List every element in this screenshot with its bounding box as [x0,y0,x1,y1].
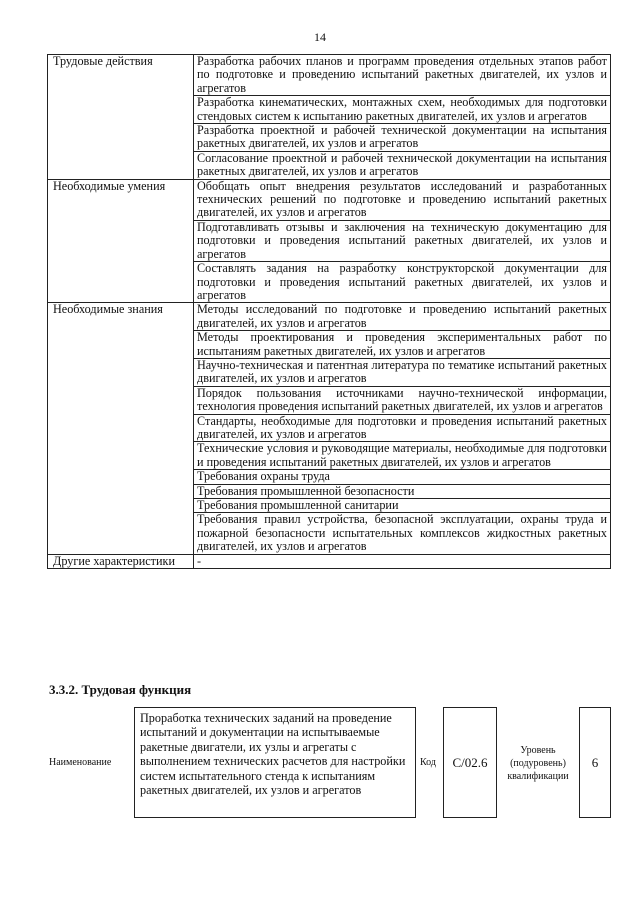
table-row [48,303,611,331]
table-cell: Стандарты, необходимые для подготовки и проведения испытаний ракетных двигателей, их узлов и агрегатов [194,414,611,442]
table-cell: Методы исследований по подготовке и проведению испытаний ракетных двигателей, их узлов и агрегатов [194,303,611,331]
qualification-level-value: 6 [591,754,599,770]
table-cell: Порядок пользования источниками научно-технической информации, технология проведения испытаний ракетных двигателей, их узлов и агрегатов [194,386,611,414]
qualification-level-label: Уровень (подуровень) квалификации [507,745,569,782]
labor-function-code-value: C/02.6 [452,754,488,770]
page-number: 14 [314,30,326,44]
table-cell: Технические условия и руководящие материалы, необходимые для подготовки и проведения испытаний ракетных двигателей, их узлов и агрегатов [194,442,611,470]
labor-function-name-box: Проработка технических заданий на проведение испытаний и документации на испытываемые ракетные двигатели, их узлы и агрегаты с выполнением технических расчетов для настройки систем испытательного стенда к испытаниям ракетных двигателей, их узлов и агрегатов [134,707,416,818]
row-group-label: Трудовые действия [48,55,194,180]
qualification-level-box [579,707,611,818]
table-row [48,554,611,568]
table-cell: Требования промышленной санитарии [194,499,611,513]
table-cell: Разработка рабочих планов и программ проведения отдельных этапов работ по подготовке и проведению испытаний ракетных двигателей, их узлов и агрегатов [194,55,611,96]
table-cell: Разработка проектной и рабочей технической документации на испытания ракетных двигателей, их узлов и агрегатов [194,124,611,152]
table-cell: Методы проектирования и проведения экспериментальных работ по испытаниям ракетных двигателей, их узлов и агрегатов [194,331,611,359]
table-cell: Требования правил устройства, безопасной эксплуатации, охраны труда и пожарной безопасности испытательных комплексов жидкостных ракетных двигателей, их узлов и агрегатов [194,513,611,554]
competency-table-body [48,55,611,569]
row-group-label: Другие характеристики [48,554,194,568]
labor-function-code-label: Код [420,757,436,768]
section-title: 3.3.2. Трудовая функция [49,682,192,697]
row-group-label: Необходимые знания [48,303,194,554]
table-row [48,55,611,96]
table-cell: Составлять задания на разработку конструкторской документации для подготовки и проведения испытаний ракетных двигателей, их узлов и агрегатов [194,262,611,303]
table-cell: Требования охраны труда [194,470,611,484]
competency-table [47,54,611,569]
table-cell: Подготавливать отзывы и заключения на техническую документацию для подготовки и проведения испытаний ракетных двигателей, их узлов и агрегатов [194,220,611,261]
table-cell: Разработка кинематических, монтажных схем, необходимых для подготовки стендовых систем к испытанию ракетных двигателей, их узлов и агрегатов [194,96,611,124]
table-row [48,179,611,220]
row-group-label: Необходимые умения [48,179,194,303]
table-cell: Согласование проектной и рабочей технической документации на испытания ракетных двигателей, их узлов и агрегатов [194,151,611,179]
labor-function-code-box [443,707,497,818]
labor-function-name-label: Наименование [49,757,112,768]
table-cell: - [194,554,611,568]
table-cell: Требования промышленной безопасности [194,484,611,498]
table-cell: Обобщать опыт внедрения результатов исследований и разработанных технических решений по подготовке и проведению испытаний ракетных двигателей, их узлов и агрегатов [194,179,611,220]
table-cell: Научно-техническая и патентная литература по тематике испытаний ракетных двигателей, их узлов и агрегатов [194,358,611,386]
